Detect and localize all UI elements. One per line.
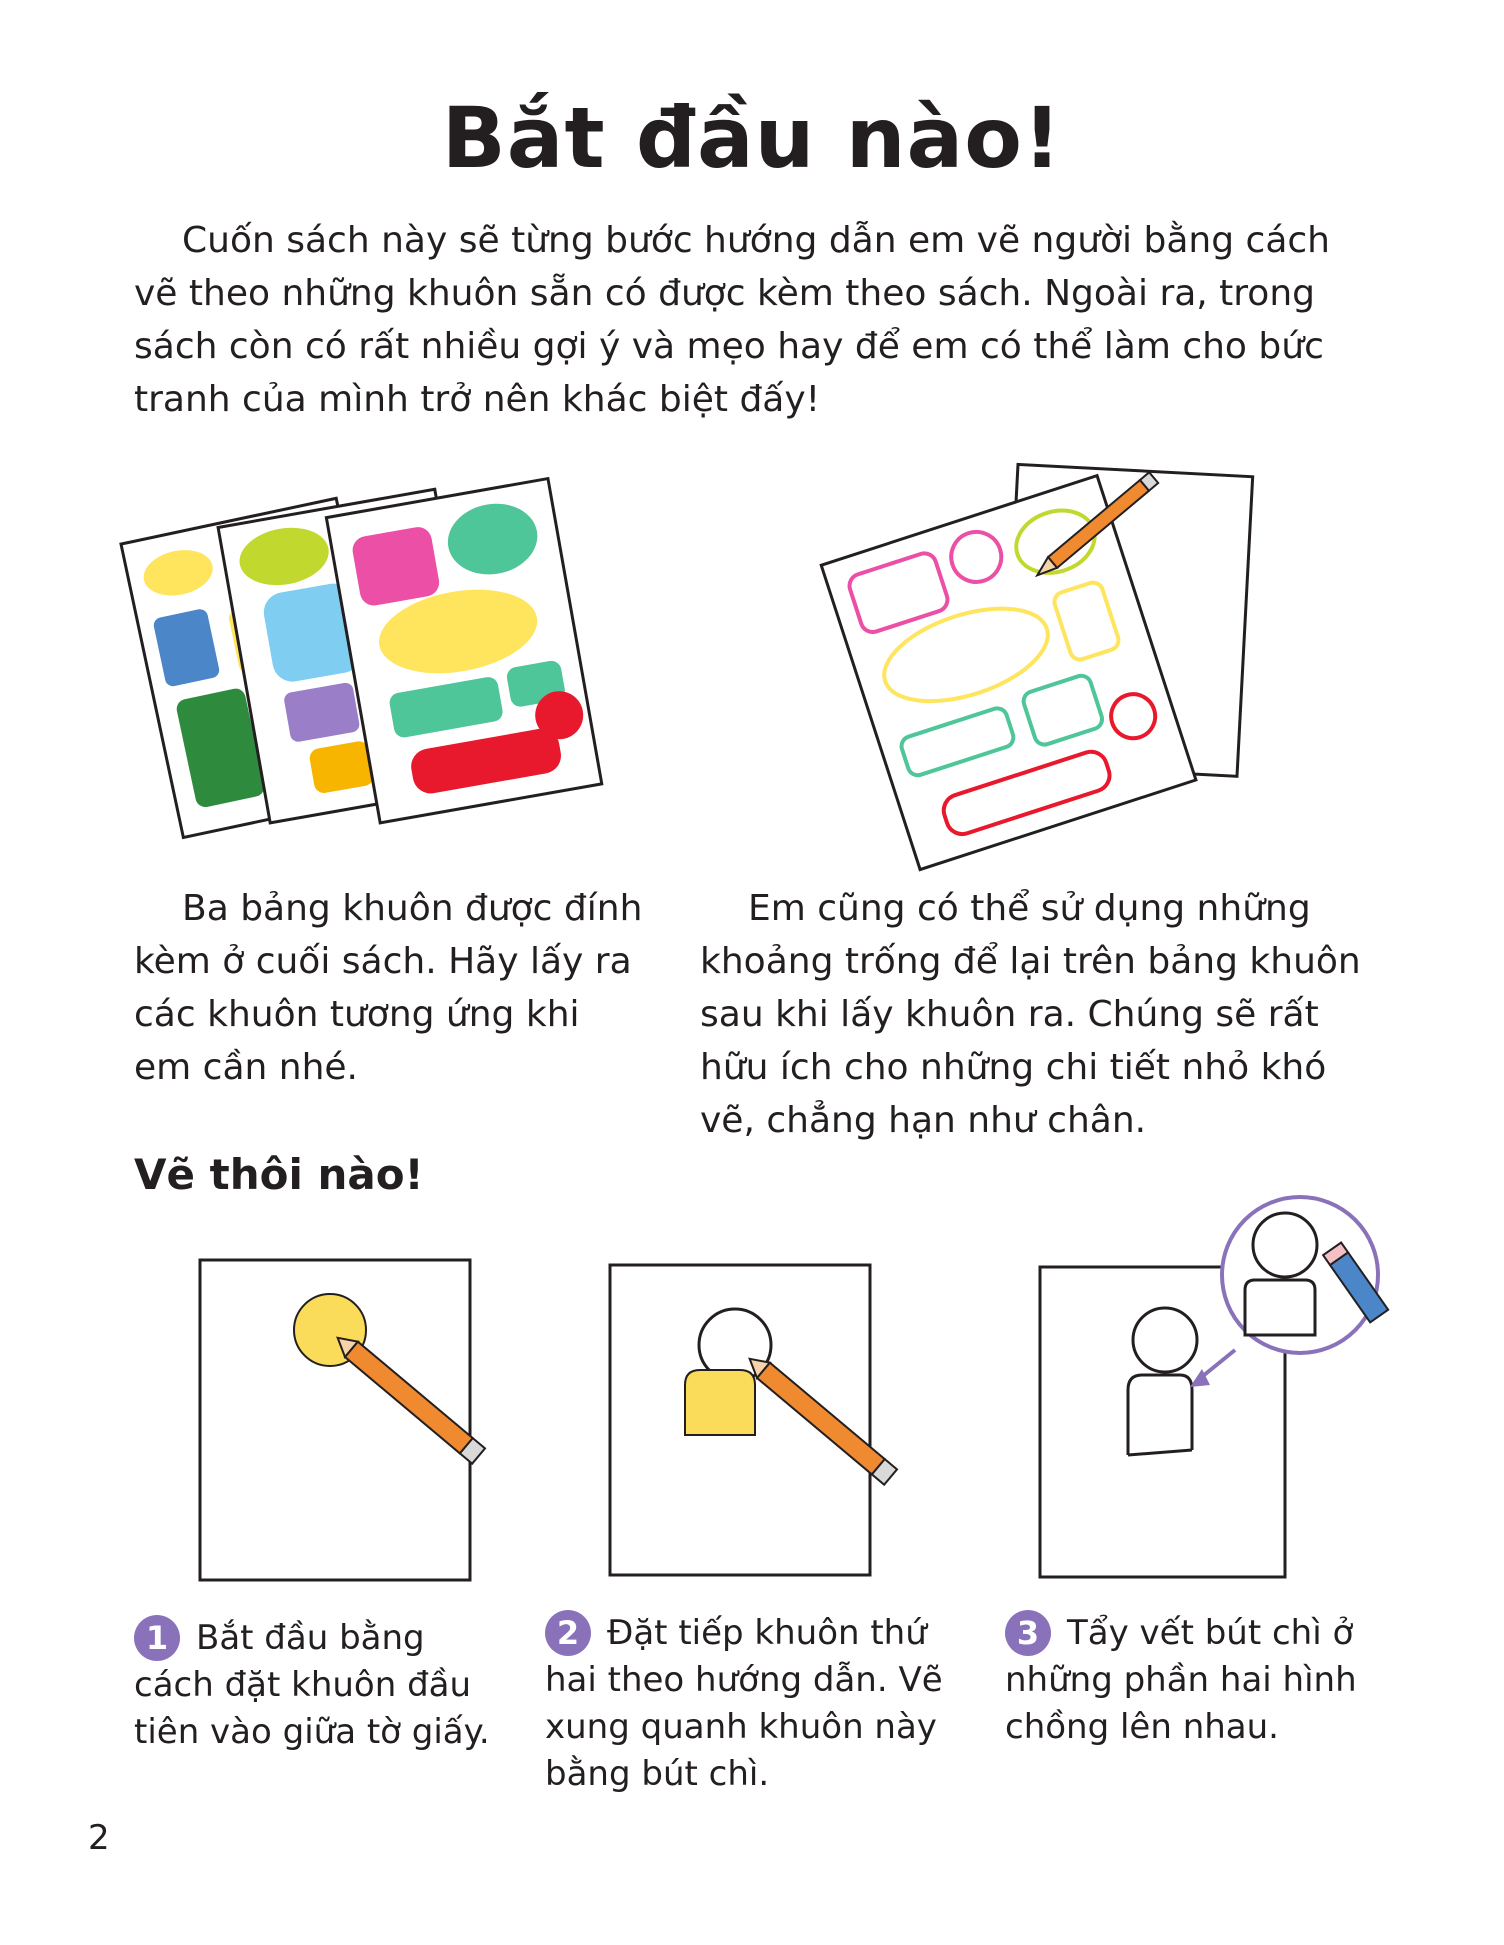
step-2 — [545, 1610, 945, 1798]
caption-left-text: Ba bảng khuôn được đính kèm ở cuối sách. Hãy lấy ra các khuôn tương ứng khi em cần nhé. — [134, 888, 643, 1088]
body-template — [685, 1370, 755, 1435]
caption-right — [700, 882, 1380, 1147]
step-3 — [1005, 1610, 1375, 1751]
step-2-badge: 2 — [545, 1610, 591, 1656]
outline-sheet-illustration — [840, 450, 1280, 870]
page-number: 2 — [88, 1818, 110, 1858]
step-1-text: Bắt đầu bằng cách đặt khuôn đầu tiên vào giữa tờ giấy. — [134, 1618, 490, 1752]
zoom-callout — [1222, 1197, 1388, 1353]
step-1-figure — [195, 1255, 495, 1585]
page-title: Bắt đầu nào! — [441, 89, 1063, 187]
step-3-text: Tẩy vết bút chì ở những phần hai hình chồng lên nhau. — [1005, 1613, 1357, 1747]
head-outline — [1133, 1308, 1197, 1372]
step-1-badge: 1 — [134, 1615, 180, 1661]
step-2-figure — [605, 1260, 905, 1590]
intro-paragraph — [134, 214, 1374, 426]
template-sheets-illustration — [130, 440, 710, 880]
intro-text: Cuốn sách này sẽ từng bước hướng dẫn em vẽ người bằng cách vẽ theo những khuôn sẵn có được kèm theo sách. Ngoài ra, trong sách còn có rất nhiều gợi ý và mẹo hay để em có thể làm cho bức tranh của mình trở nên khác biệt đấy! — [134, 220, 1330, 420]
step-3-figure — [1030, 1195, 1390, 1595]
step-3-badge: 3 — [1005, 1610, 1051, 1656]
step-2-text: Đặt tiếp khuôn thứ hai theo hướng dẫn. Vẽ xung quanh khuôn này bằng bút chì. — [545, 1613, 943, 1794]
section-subheading: Vẽ thôi nào! — [134, 1150, 424, 1199]
caption-left — [134, 882, 644, 1094]
step-1 — [134, 1615, 514, 1756]
caption-right-text: Em cũng có thể sử dụng những khoảng trống để lại trên bảng khuôn sau khi lấy khuôn ra. Chúng sẽ rất hữu ích cho những chi tiết nhỏ khó vẽ, chẳng hạn như chân. — [700, 888, 1361, 1141]
